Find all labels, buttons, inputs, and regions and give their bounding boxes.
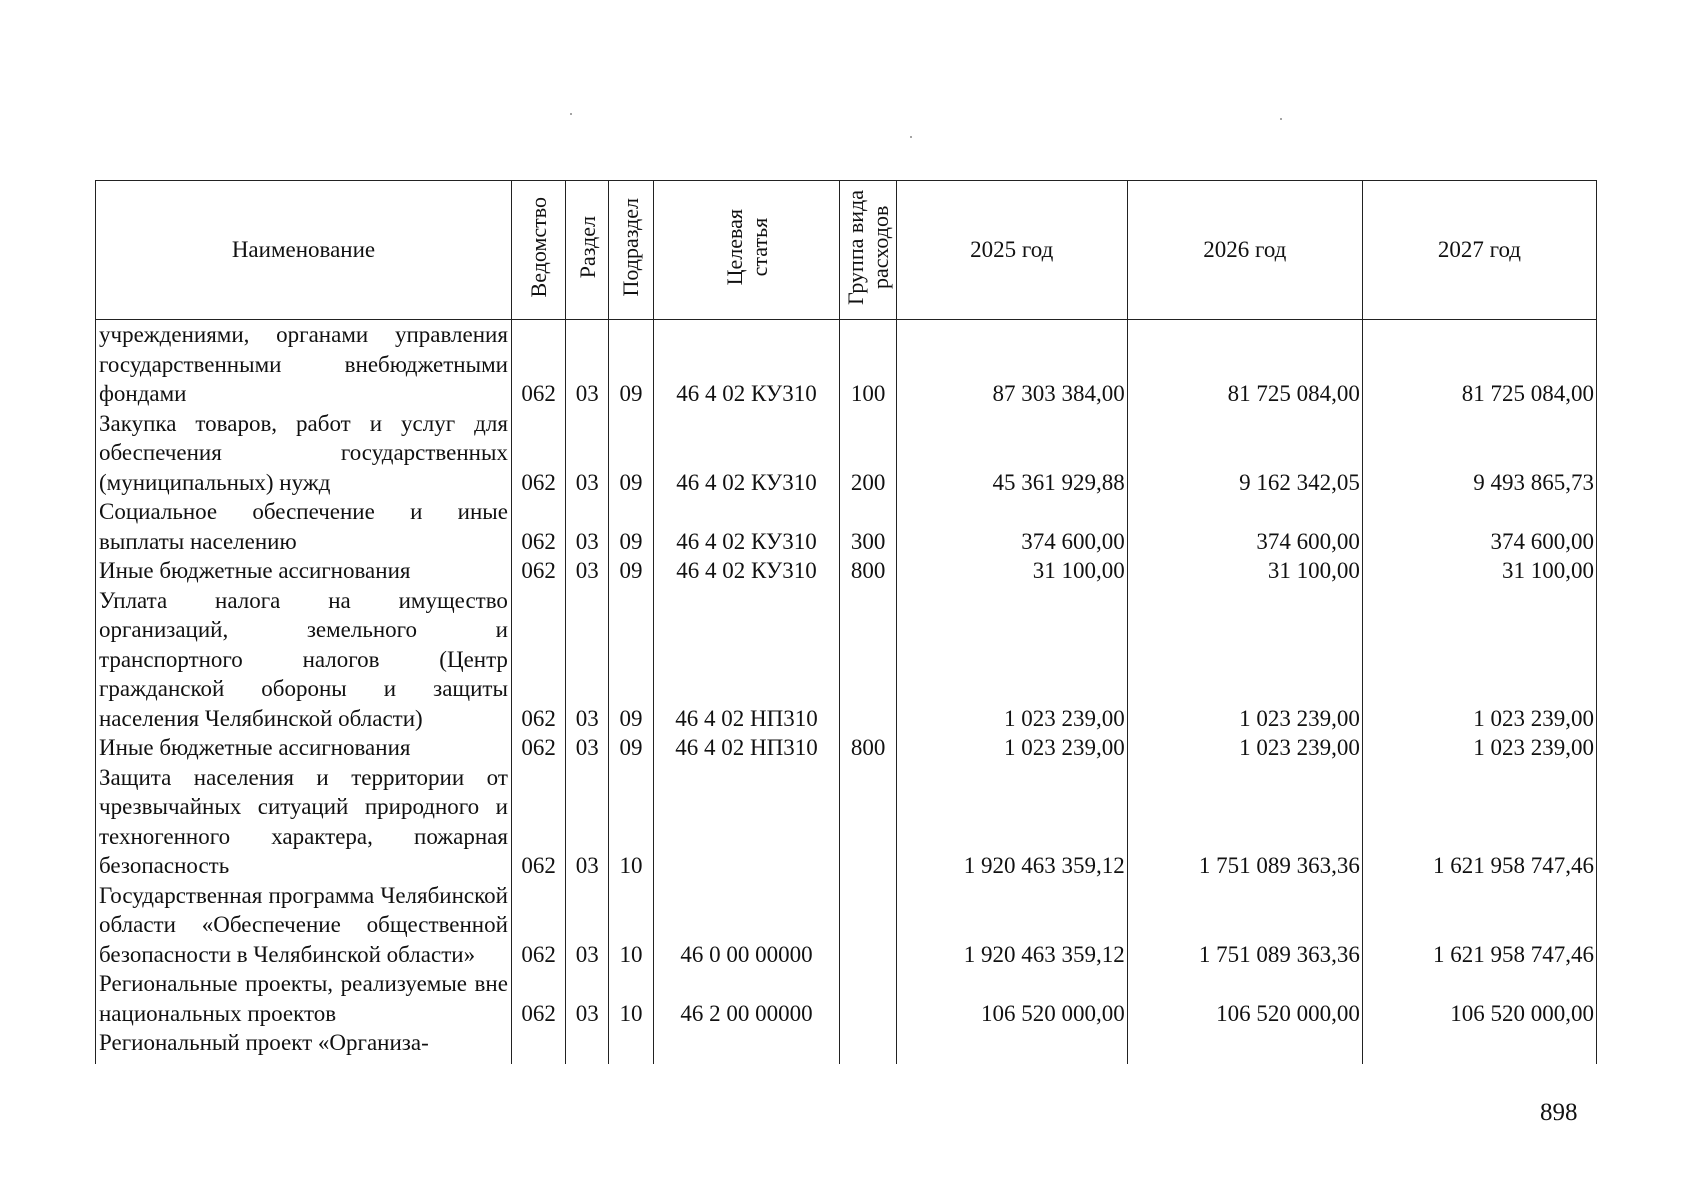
row-group	[840, 763, 896, 881]
header-podrazdel: Подраздел	[609, 181, 653, 320]
row-razdel: 03	[566, 763, 609, 881]
row-target: 46 0 00 00000	[653, 881, 840, 970]
row-name: Социальное обеспечение и иные выплаты населению	[96, 497, 512, 556]
row-2026: 9 162 342,05	[1127, 409, 1362, 498]
row-target: 46 4 02 КУ310	[653, 556, 840, 586]
scan-speck	[570, 113, 572, 115]
row-2025	[896, 1028, 1127, 1064]
header-2025: 2025 год	[896, 181, 1127, 320]
row-podrazdel: 09	[609, 409, 653, 498]
row-podrazdel: 10	[609, 763, 653, 881]
row-2026	[1127, 1028, 1362, 1064]
row-2025: 31 100,00	[896, 556, 1127, 586]
row-2025: 1 920 463 359,12	[896, 881, 1127, 970]
table-row	[96, 733, 1597, 763]
row-group	[840, 586, 896, 734]
table-row	[96, 497, 1597, 556]
row-vedomstvo: 062	[511, 969, 565, 1028]
row-2026: 31 100,00	[1127, 556, 1362, 586]
row-group: 800	[840, 733, 896, 763]
header-expense-group: Группа вида расходов	[840, 181, 896, 320]
row-name: Уплата налога на имущество организаций, земельного и транспортного налогов (Центр гражданской обороны и защиты населения Челябинской области)	[96, 586, 512, 734]
row-name: Иные бюджетные ассигнования	[96, 556, 512, 586]
header-2026: 2026 год	[1127, 181, 1362, 320]
table-row	[96, 1028, 1597, 1064]
row-2025: 1 023 239,00	[896, 733, 1127, 763]
row-2027: 1 023 239,00	[1362, 586, 1596, 734]
row-group: 200	[840, 409, 896, 498]
row-2027: 374 600,00	[1362, 497, 1596, 556]
row-2026: 81 725 084,00	[1127, 320, 1362, 409]
row-vedomstvo: 062	[511, 409, 565, 498]
row-name: Защита населения и территории от чрезвычайных ситуаций природного и техногенного характера, пожарная безопасность	[96, 763, 512, 881]
row-2026: 1 023 239,00	[1127, 733, 1362, 763]
scan-speck	[1280, 118, 1282, 120]
row-podrazdel: 10	[609, 969, 653, 1028]
row-2026: 106 520 000,00	[1127, 969, 1362, 1028]
row-target: 46 4 02 КУ310	[653, 497, 840, 556]
row-2026: 1 751 089 363,36	[1127, 763, 1362, 881]
row-2027: 106 520 000,00	[1362, 969, 1596, 1028]
row-name: Государственная программа Челябинской области «Обеспечение общественной безопасности в Челябинской области»	[96, 881, 512, 970]
row-group	[840, 1028, 896, 1064]
table-row	[96, 556, 1597, 586]
scan-speck	[910, 136, 912, 138]
row-podrazdel: 09	[609, 733, 653, 763]
table-row	[96, 881, 1597, 970]
row-2025: 87 303 384,00	[896, 320, 1127, 409]
row-razdel: 03	[566, 969, 609, 1028]
row-razdel: 03	[566, 586, 609, 734]
header-2027: 2027 год	[1362, 181, 1596, 320]
row-razdel: 03	[566, 556, 609, 586]
row-target: 46 4 02 НП310	[653, 733, 840, 763]
row-group: 300	[840, 497, 896, 556]
row-2026: 1 023 239,00	[1127, 586, 1362, 734]
row-group: 100	[840, 320, 896, 409]
header-target-article: Целевая статья	[653, 181, 840, 320]
page-number: 898	[1540, 1099, 1578, 1126]
row-podrazdel: 09	[609, 320, 653, 409]
row-podrazdel: 09	[609, 497, 653, 556]
row-vedomstvo: 062	[511, 586, 565, 734]
row-target: 46 4 02 КУ310	[653, 409, 840, 498]
row-vedomstvo: 062	[511, 320, 565, 409]
row-name: Региональный проект «Организа-	[96, 1028, 512, 1064]
header-name: Наименование	[96, 181, 512, 320]
row-2027: 1 621 958 747,46	[1362, 763, 1596, 881]
row-target	[653, 763, 840, 881]
row-target: 46 2 00 00000	[653, 969, 840, 1028]
row-2027	[1362, 1028, 1596, 1064]
row-podrazdel: 09	[609, 556, 653, 586]
row-group	[840, 881, 896, 970]
row-2027: 9 493 865,73	[1362, 409, 1596, 498]
row-razdel	[566, 1028, 609, 1064]
row-2027: 31 100,00	[1362, 556, 1596, 586]
row-razdel: 03	[566, 409, 609, 498]
table-row	[96, 586, 1597, 734]
row-razdel: 03	[566, 881, 609, 970]
row-2025: 106 520 000,00	[896, 969, 1127, 1028]
row-group	[840, 969, 896, 1028]
row-2027: 81 725 084,00	[1362, 320, 1596, 409]
table-row	[96, 763, 1597, 881]
row-podrazdel: 09	[609, 586, 653, 734]
row-target: 46 4 02 КУ310	[653, 320, 840, 409]
table-row	[96, 969, 1597, 1028]
row-2025: 374 600,00	[896, 497, 1127, 556]
row-vedomstvo: 062	[511, 763, 565, 881]
header-vedomstvo: Ведомство	[511, 181, 565, 320]
row-podrazdel	[609, 1028, 653, 1064]
row-name: Иные бюджетные ассигнования	[96, 733, 512, 763]
row-2026: 374 600,00	[1127, 497, 1362, 556]
row-podrazdel: 10	[609, 881, 653, 970]
row-2025: 1 920 463 359,12	[896, 763, 1127, 881]
row-vedomstvo: 062	[511, 733, 565, 763]
row-name: учреждениями, органами управления государственными внебюджетными фондами	[96, 320, 512, 409]
row-target: 46 4 02 НП310	[653, 586, 840, 734]
row-razdel: 03	[566, 733, 609, 763]
row-2025: 1 023 239,00	[896, 586, 1127, 734]
budget-table	[95, 180, 1597, 1064]
row-vedomstvo: 062	[511, 881, 565, 970]
row-2025: 45 361 929,88	[896, 409, 1127, 498]
table-header-row	[96, 181, 1597, 320]
row-vedomstvo	[511, 1028, 565, 1064]
row-vedomstvo: 062	[511, 497, 565, 556]
row-name: Региональные проекты, реализуемые вне национальных проектов	[96, 969, 512, 1028]
row-2026: 1 751 089 363,36	[1127, 881, 1362, 970]
row-2027: 1 621 958 747,46	[1362, 881, 1596, 970]
row-name: Закупка товаров, работ и услуг для обеспечения государственных (муниципальных) нужд	[96, 409, 512, 498]
header-razdel: Раздел	[566, 181, 609, 320]
row-vedomstvo: 062	[511, 556, 565, 586]
row-2027: 1 023 239,00	[1362, 733, 1596, 763]
table-row	[96, 409, 1597, 498]
row-razdel: 03	[566, 497, 609, 556]
row-razdel: 03	[566, 320, 609, 409]
row-target	[653, 1028, 840, 1064]
row-group: 800	[840, 556, 896, 586]
table-row	[96, 320, 1597, 409]
